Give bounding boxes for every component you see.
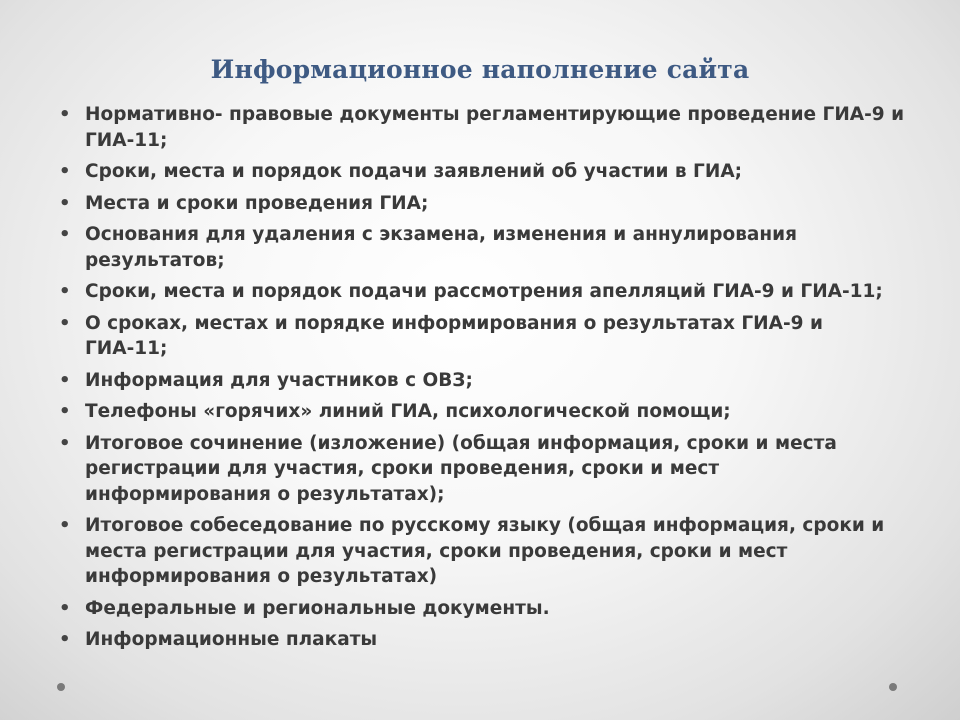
list-item <box>56 191 906 217</box>
list-item <box>56 311 906 362</box>
slide-title: Информационное наполнение сайта <box>210 54 750 84</box>
list-item <box>56 159 906 185</box>
content-list <box>56 102 906 659</box>
bullet-icon: • <box>59 629 71 650</box>
list-item <box>56 279 906 305</box>
decorative-dot-icon <box>57 683 65 691</box>
list-item <box>56 431 906 508</box>
decorative-dot-icon <box>889 683 897 691</box>
bullet-icon: • <box>59 515 71 536</box>
bullet-icon: • <box>59 312 71 334</box>
list-item-text: Итоговое сочинение (изложение) (общая информация, сроки и места регистрации для участия, сроки проведения, сроки и мест информирования о результатах); <box>85 432 837 505</box>
list-item-text: Сроки, места и порядок подачи рассмотрения апелляций ГИА-9 и ГИА-11; <box>85 281 883 302</box>
bullet-icon: • <box>59 161 71 182</box>
list-item-text: Места и сроки проведения ГИА; <box>85 192 429 214</box>
list-item-text: Федеральные и региональные документы. <box>85 597 550 619</box>
list-item <box>56 627 906 653</box>
bullet-icon: • <box>59 369 71 391</box>
list-item <box>56 399 906 425</box>
bullet-icon: • <box>59 224 71 245</box>
list-item-text: Основания для удаления с экзамена, изменения и аннулирования результатов; <box>85 224 798 271</box>
bullet-icon: • <box>59 281 71 302</box>
bullet-icon: • <box>59 401 71 422</box>
list-item <box>56 102 906 153</box>
list-item-text: Информационные плакаты <box>85 629 378 650</box>
list-item <box>56 368 906 394</box>
list-item-text: Телефоны «горячих» линий ГИА, психологической помощи; <box>85 401 731 422</box>
list-item-text: Информация для участников с ОВЗ; <box>85 369 473 391</box>
list-item-text: О сроках, местах и порядке информирования о результатах ГИА-9 и ГИА-11; <box>85 312 823 359</box>
bullet-icon: • <box>59 432 71 454</box>
bullet-icon: • <box>59 192 71 214</box>
list-item <box>56 513 906 590</box>
list-item-text: Нормативно- правовые документы регламентирующие проведение ГИА-9 и ГИА-11; <box>85 104 905 151</box>
list-item <box>56 222 906 273</box>
bullet-icon: • <box>59 597 71 619</box>
list-item-text: Итоговое собеседование по русскому языку (общая информация, сроки и места регистрации для участия, сроки проведения, сроки и мест информирования о результатах) <box>85 515 885 587</box>
list-item <box>56 596 906 622</box>
bullet-icon: • <box>59 104 71 125</box>
list-item-text: Сроки, места и порядок подачи заявлений об участии в ГИА; <box>85 161 743 182</box>
